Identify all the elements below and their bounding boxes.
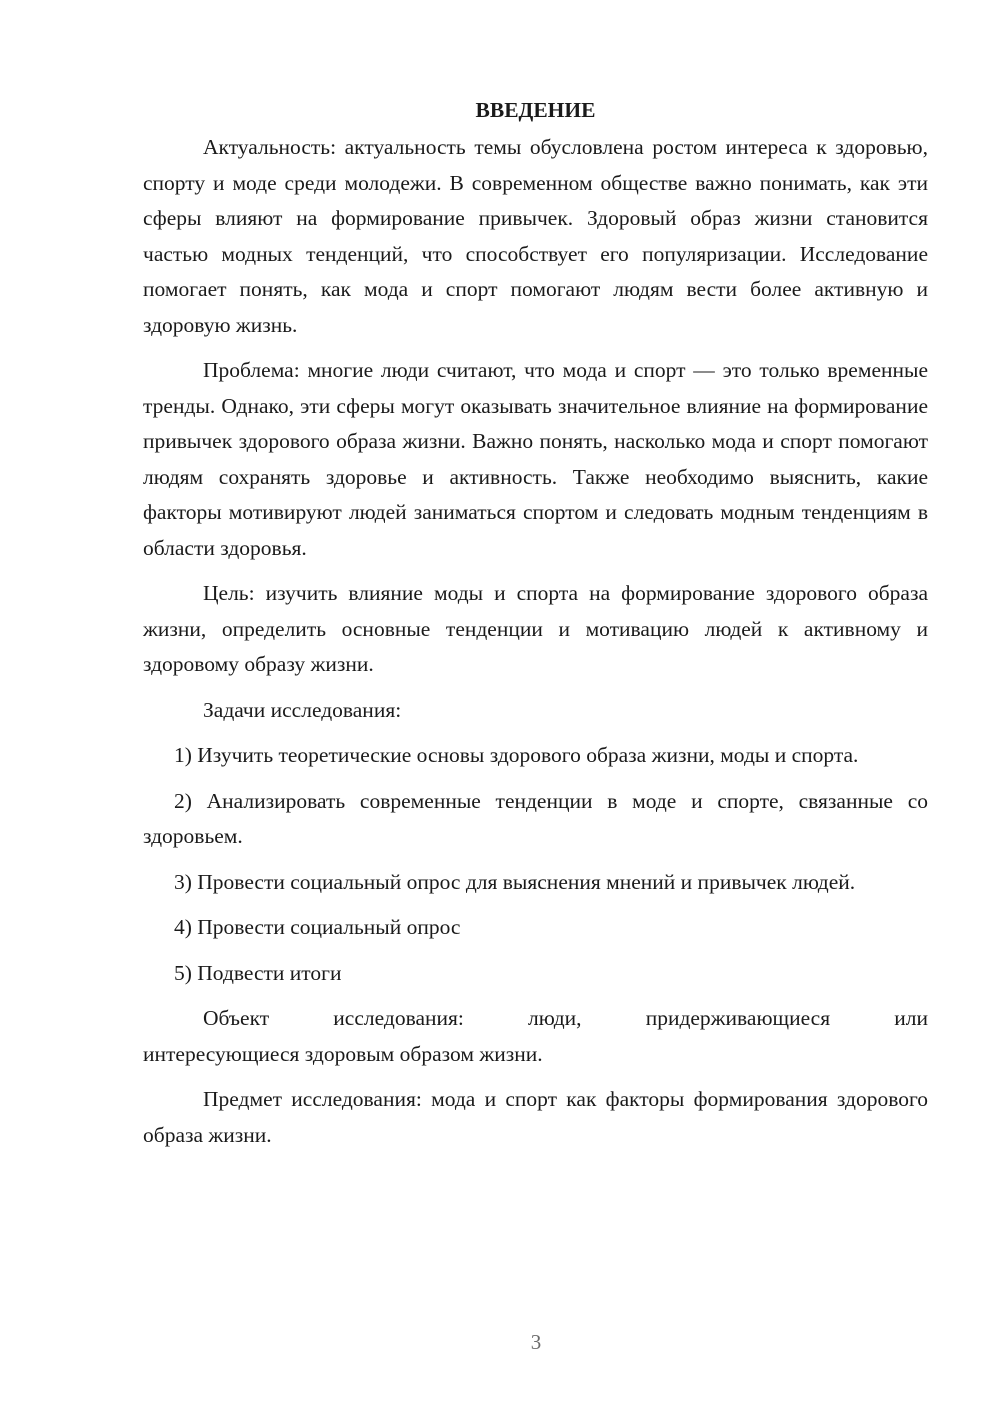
- page-content: [143, 92, 928, 1163]
- object-paragraph: [143, 1001, 928, 1072]
- section-title: ВВЕДЕНИЕ: [475, 98, 596, 122]
- task-item-5: 5) Подвести итоги: [174, 960, 342, 985]
- relevance-paragraph: Актуальность: актуальность темы обусловлена ростом интереса к здоровью, спорту и моде среди молодежи. В современном обществе важно понимать, как эти сферы влияют на формирование привычек. Здоровый образ жизни становится частью модных тенденций, что способствует его популяризации. Исследование помогает понять, как мода и спорт помогают людям вести более активную и здоровую жизнь.: [143, 135, 928, 337]
- object-line-1: Объект исследования: люди, придерживающиеся или: [203, 1006, 928, 1030]
- task-item-3: 3) Провести социальный опрос для выяснения мнений и привычек людей.: [174, 869, 856, 894]
- task-item-4: 4) Провести социальный опрос: [174, 915, 461, 939]
- task-item-1: 1) Изучить теоретические основы здорового образа жизни, моды и спорта.: [174, 743, 859, 767]
- object-line-2: интересующиеся здоровым образом жизни.: [143, 1041, 543, 1066]
- task-item-2: 2) Анализировать современные тенденции в моде и спорте, связанные со здоровьем.: [143, 788, 928, 848]
- problem-paragraph: Проблема: многие люди считают, что мода и спорт — это только временные тренды. Однако, эти сферы могут оказывать значительное влияние на формирование привычек здорового образа жизни. Важно понять, насколько мода и спорт помогают людям сохранять здоровье и активность. Также необходимо выяснить, какие факторы мотивируют людей заниматься спортом и следовать модным тенденциям в области здоровья.: [143, 358, 928, 560]
- goal-paragraph: Цель: изучить влияние моды и спорта на формирование здорового образа жизни, определить основные тенденции и мотивацию людей к активному и здоровому образу жизни.: [143, 581, 928, 676]
- tasks-heading: Задачи исследования:: [203, 697, 402, 722]
- page-number: 3: [530, 1330, 542, 1354]
- subject-paragraph: Предмет исследования: мода и спорт как факторы формирования здорового образа жизни.: [143, 1087, 928, 1147]
